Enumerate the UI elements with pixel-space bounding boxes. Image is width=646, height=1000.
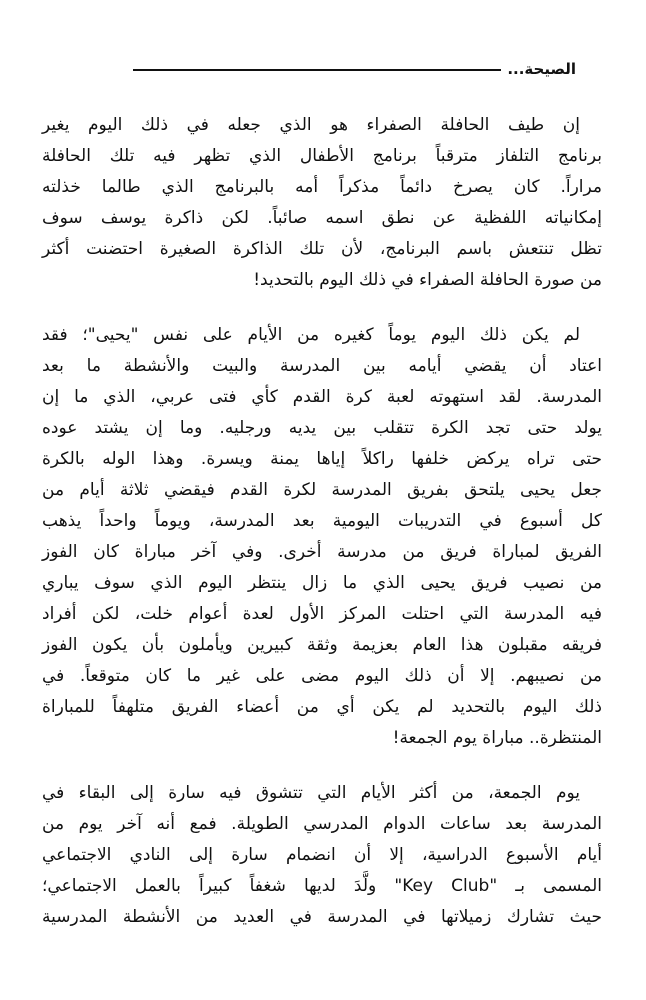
- text-line: حتى تراه يركض خلفها راكلاً إياها يمنة ويسرة. وهذا الوله بالكرة: [42, 449, 602, 469]
- text-line: يوم الجمعة، من أكثر الأيام التي تتشوق فيه سارة إلى البقاء في: [42, 783, 580, 803]
- text-line: مراراً. كان يصرخ دائماً مذكراً أمه بالبرنامج الذي طالما خذلته: [42, 177, 602, 197]
- text-line: المدرسة بعد ساعات الدوام المدرسي الطويلة. فمع أنه آخر يوم من: [42, 814, 602, 834]
- running-header: [133, 56, 576, 82]
- text-line: أيام الأسبوع الدراسية، إلا أن انضمام سارة إلى النادي الاجتماعي: [42, 845, 602, 865]
- text-line: الفريق لمباراة فريق من مدرسة أخرى. وفي آخر مباراة كان الفوز: [42, 542, 602, 562]
- paragraph-2: [42, 320, 602, 754]
- body-text: [42, 110, 602, 957]
- text-line: كل أسبوع في التدريبات اليومية بعد المدرسة، ويوماً واحداً يذهب: [42, 511, 602, 531]
- text-line: من صورة الحافلة الصفراء في ذلك اليوم بالتحديد!: [253, 270, 602, 290]
- text-line: تظل تنتعش باسم البرنامج، لأن تلك الذاكرة الصغيرة احتضنت أكثر: [42, 239, 602, 259]
- paragraph-1: [42, 110, 602, 296]
- header-rule: [133, 69, 501, 71]
- text-line: من نصيب فريق يحيى الذي ما زال ينتظر اليوم الذي سوف يباري: [42, 573, 602, 593]
- text-line: المسمى بـ "Key Club" ولَّدَ لديها شغفاً كبيراً بالعمل الاجتماعي؛: [42, 876, 602, 896]
- text-line: المنتظرة.. مباراة يوم الجمعة!: [392, 728, 602, 748]
- text-line: إمكانياته اللفظية عن نطق اسمه صائباً. لكن ذاكرة يوسف سوف: [42, 208, 602, 228]
- text-line: اعتاد أن يقضي أيامه بين المدرسة والبيت والأنشطة ما بعد: [42, 356, 602, 376]
- text-line: جعل يحيى يلتحق بفريق المدرسة لكرة القدم فيقضي ثلاثة أيام من: [42, 480, 602, 500]
- text-line: حيث تشارك زميلاتها في المدرسة في العديد من الأنشطة المدرسية: [42, 907, 602, 927]
- text-line: ذلك اليوم بالتحديد لم يكن أي من أعضاء الفريق متلهفاً للمباراة: [42, 697, 602, 717]
- text-line: برنامج التلفاز مترقباً برنامج الأطفال الذي تظهر فيه تلك الحافلة: [42, 146, 602, 166]
- text-line: فريقه مقبلون هذا العام بعزيمة وثقة كبيرين ويأملون بأن يكون الفوز: [42, 635, 602, 655]
- text-line: لم يكن ذلك اليوم يوماً كغيره من الأيام على نفس "يحيى"؛ فقد: [42, 325, 580, 345]
- paragraph-3: [42, 778, 602, 933]
- text-line: يولد حتى تجد الكرة تتقلب بين يديه ورجليه. وما إن يشتد عوده: [42, 418, 602, 438]
- text-line: المدرسة. لقد استهوته لعبة كرة القدم كأي فتى عربي، الذي ما إن: [42, 387, 602, 407]
- running-header-title: الصيحة...: [507, 60, 576, 78]
- text-line: إن طيف الحافلة الصفراء هو الذي جعله في ذلك اليوم يغير: [42, 115, 580, 135]
- text-line: من نصيبهم. إلا أن ذلك اليوم مضى على غير ما كان متوقعاً. في: [42, 666, 602, 686]
- text-line: فيه المدرسة التي احتلت المركز الأول لعدة أعوام خلت، لكن أفراد: [42, 604, 602, 624]
